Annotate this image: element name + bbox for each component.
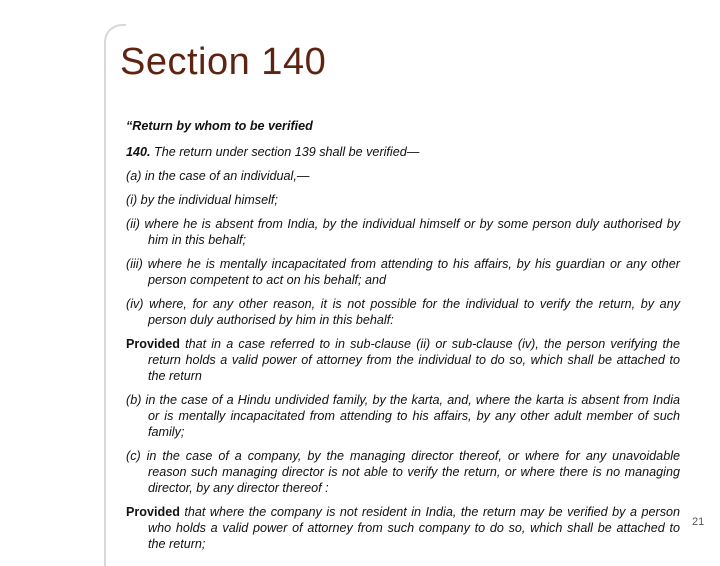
section-intro-text: The return under section 139 shall be verified— (150, 145, 420, 159)
section-text (126, 118, 680, 560)
proviso-1 (126, 336, 680, 384)
clause-c: (c) in the case of a company, by the managing director thereof, or where for any unavoidable reason such managing director is not able to verify the return, or where there is no managing director, by any director thereof : (126, 449, 680, 495)
section-intro (126, 144, 680, 160)
proviso-2 (126, 504, 680, 552)
subclause-i: (i) by the individual himself; (126, 193, 278, 207)
subclause-iv: (iv) where, for any other reason, it is not possible for the individual to verify the return, by any person duly authorised by him in this behalf: (126, 297, 680, 327)
proviso-2-label: Provided (126, 505, 180, 519)
clause-b: (b) in the case of a Hindu undivided family, by the karta, and, where the karta is absent from India or is mentally incapacitated from attending to his affairs, by any other adult member of such family; (126, 393, 680, 439)
slide-title: Section 140 (120, 41, 327, 83)
clause-a: (a) in the case of an individual,— (126, 169, 310, 183)
proviso-2-text: that where the company is not resident in India, the return may be verified by a person who holds a valid power of attorney from such company to do so, which shall be attached to the return; (148, 505, 680, 551)
subclause-iii: (iii) where he is mentally incapacitated from attending to his affairs, by his guardian or any other person competent to act on his behalf; and (126, 257, 680, 287)
proviso-1-label: Provided (126, 337, 180, 351)
section-heading: “Return by whom to be verified (126, 119, 313, 133)
subclause-ii: (ii) where he is absent from India, by the individual himself or by some person duly authorised by him in this behalf; (126, 217, 680, 247)
proviso-1-text: that in a case referred to in sub-clause (ii) or sub-clause (iv), the person verifying the return holds a valid power of attorney from the individual to do so, which shall be attached to the return (148, 337, 680, 383)
section-number: 140. (126, 145, 151, 159)
decorative-bracket (104, 24, 126, 566)
page-number: 21 (692, 516, 705, 528)
